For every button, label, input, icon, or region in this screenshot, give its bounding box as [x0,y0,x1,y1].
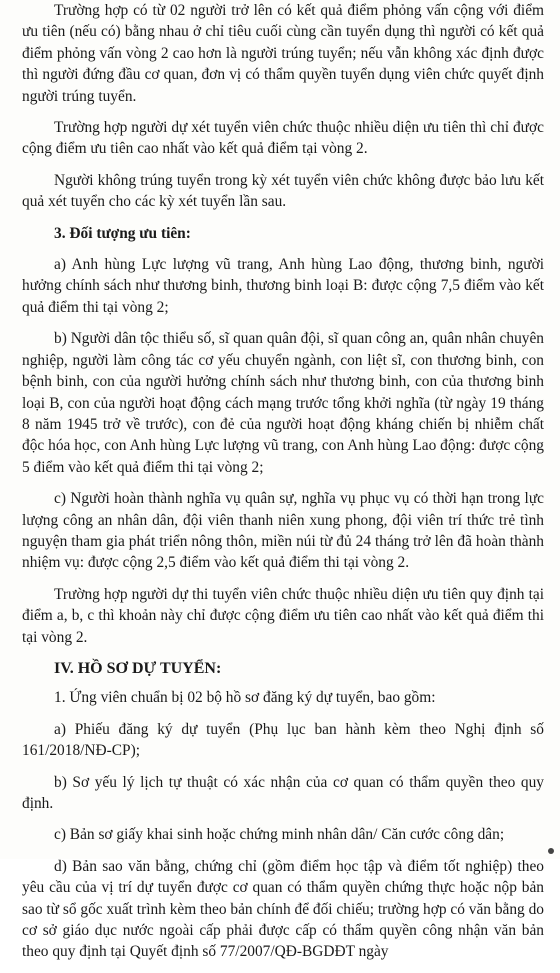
paragraph-dossier-intro: 1. Ứng viên chuẩn bị 02 bộ hồ sơ đăng ký dự tuyển, bao gồm: [54,689,436,707]
paragraph-priority-highest-only: Trường hợp người dự thi tuyển viên chức thuộc nhiều diện ưu tiên quy định tại điểm a, b, c thì khoản này chỉ được cộng điểm ưu tiên cao nhất vào kết quả điểm thi tại vòng 2. [22,585,544,646]
page-edge-mark [548,848,554,854]
paragraph-tie-break-rule: Trường hợp có từ 02 người trở lên có kết quả điểm phỏng vấn cộng với điểm ưu tiên (nếu có) bằng nhau ở chỉ tiêu cuối cùng cần tuyển dụng thì người có kết quả điểm phỏng vấn vòng 2 cao hơn là người trúng tuyển; nếu vẫn không xác định được thì người đứng đầu cơ quan, đơn vị có thẩm quyền tuyển dụng viên chức quyết định người trúng tuyển. [22,2,544,105]
paragraph-priority-a: a) Anh hùng Lực lượng vũ trang, Anh hùng Lao động, thương binh, người hưởng chính sách như thương binh, thương binh loại B: được cộng 7,5 điểm vào kết quả điểm thi tại vòng 2; [22,256,544,316]
paragraph-dossier-d: d) Bản sao văn bằng, chứng chỉ (gồm điểm học tập và điểm tốt nghiệp) theo yêu cầu của vị trí dự tuyển được cơ quan có thẩm quyền chứng thực hoặc nộp bản sao từ sổ gốc xuất trình kèm theo bản chính để đối chiếu; trường hợp có văn bằng do cơ sở giáo dục nước ngoài cấp phải được cấp có thẩm quyền công nhận văn bản theo quy định tại Quyết định số 77/2007/QĐ-BGDĐT ngày [22,857,544,961]
paragraph-multiple-priority-rule: Trường hợp người dự xét tuyển viên chức thuộc nhiều diện ưu tiên thì chỉ được cộng điểm ưu tiên cao nhất vào kết quả điểm tại vòng 2. [22,119,544,158]
document-body [22,0,544,973]
paragraph-priority-c: c) Người hoàn thành nghĩa vụ quân sự, nghĩa vụ phục vụ có thời hạn trong lực lượng công an nhân dân, đội viên thanh niên xung phong, đội viên trí thức trẻ tình nguyện tham gia phát triển nông thôn, miền núi từ đủ 24 tháng trở lên đã hoàn thành nhiệm vụ: được cộng 2,5 điểm vào kết quả điểm thi tại vòng 2. [22,490,544,572]
paragraph-priority-b: b) Người dân tộc thiểu số, sĩ quan quân đội, sĩ quan công an, quân nhân chuyên nghiệp, người làm công tác cơ yếu chuyển ngành, con liệt sĩ, con thương binh, con bệnh binh, con của người hưởng chính sách như thương binh, con của thương binh loại B, con của người hoạt động cách mạng trước tổng khởi nghĩa (từ ngày 19 tháng 8 năm 1945 trở về trước), con đẻ của người hoạt động kháng chiến bị nhiễm chất độc hóa học, con Anh hùng Lực lượng vũ trang, con Anh hùng Lao động: được cộng 5 điểm vào kết quả điểm thi tại vòng 2; [22,330,544,476]
paragraph-dossier-c: c) Bản sơ giấy khai sinh hoặc chứng minh nhân dân/ Căn cước công dân; [54,826,505,844]
section-heading-application-dossier: IV. HỒ SƠ DỰ TUYỂN: [54,659,222,677]
paragraph-dossier-b: b) Sơ yếu lý lịch tự thuật có xác nhận của cơ quan có thẩm quyền theo quy định. [22,773,544,812]
paragraph-no-reservation-rule: Người không trúng tuyển trong kỳ xét tuyển viên chức không được bảo lưu kết quả xét tuyển cho các kỳ xét tuyển lần sau. [22,171,544,211]
paragraph-dossier-a: a) Phiếu đăng ký dự tuyển (Phụ lục ban hành kèm theo Nghị định số 161/2018/NĐ-CP); [22,720,544,760]
section-heading-priority-subjects: 3. Đối tượng ưu tiên: [54,224,191,242]
